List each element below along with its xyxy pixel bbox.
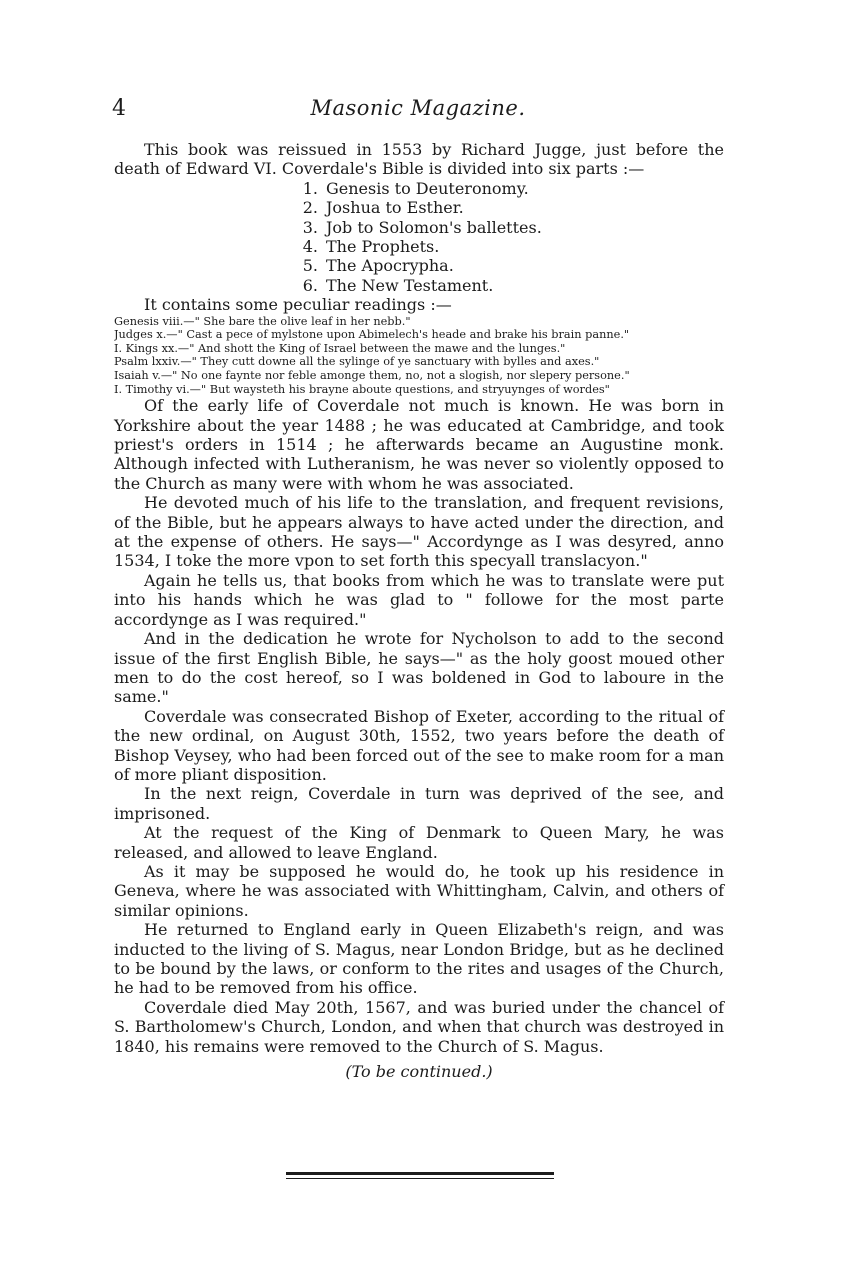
paragraph-released: At the request of the King of Denmark to Queen Mary, he was released, and allowed to leave England. (114, 823, 724, 862)
list-item (296, 237, 724, 256)
page-number: 4 (112, 96, 126, 121)
list-item (296, 276, 724, 295)
list-item-number: 3. (302, 217, 318, 237)
list-item-number: 6. (302, 275, 318, 295)
paragraph-death: Coverdale died May 20th, 1567, and was buried under the chancel of S. Bartholomew's Church, London, and when that church was destroyed in 1840, his remains were removed to the Church of S. Magus. (114, 997, 724, 1056)
list-item-text: The Prophets. (326, 237, 440, 257)
intro-paragraph: This book was reissued in 1553 by Richard Jugge, just before the death of Edward VI. Coverdale's Bible is divided into six parts :— (114, 140, 724, 179)
paragraph-books: Again he tells us, that books from which he was to translate were put into his hands which he was glad to " followe for the most parte accordynge as I was required." (114, 570, 724, 629)
paragraph-dedication: And in the dedication he wrote for Nycholson to add to the second issue of the first English Bible, he says—" as the holy goost moued other men to do the cost hereof, so I was boldened in God to laboure in the same." (114, 629, 724, 707)
bible-parts-list (114, 179, 724, 295)
list-item (296, 179, 724, 198)
list-item-text: The Apocrypha. (326, 256, 454, 276)
list-item-number: 4. (302, 237, 318, 257)
paragraph-early-life: Of the early life of Coverdale not much is known. He was born in Yorkshire about the year 1488 ; he was educated at Cambridge, and took priest's orders in 1514 ; he afterwards became an Augustine monk. Although infected with Lutheranism, he was never so violently opposed to the Church as many were with whom he was associated. (114, 396, 724, 493)
paragraph-translation: He devoted much of his life to the translation, and frequent revisions, of the Bible, but he appears always to have acted under the direction, and at the expense of others. He says—" Accordynge as I was desyred, anno 1534, I toke the more vpon to set forth this specyall translacyon." (114, 493, 724, 571)
paragraph-returned: He returned to England early in Queen Elizabeth's reign, and was inducted to the living of S. Magus, near London Bridge, but as he declined to be bound by the laws, or conform to the rites and usages of the Church, he had to be removed from his office. (114, 920, 724, 998)
continued-note: (To be continued.) (345, 1062, 493, 1082)
list-item-number: 5. (302, 256, 318, 276)
article-body (114, 140, 724, 1081)
list-item-text: Genesis to Deuteronomy. (326, 178, 529, 198)
end-rule-thick (286, 1172, 554, 1175)
reading-line: Judges x.—" Cast a pece of mylstone upon Abimelech's heade and brake his brain panne." (114, 328, 630, 342)
list-item (296, 198, 724, 217)
reading-line: I. Kings xx.—" And shott the King of Israel between the mawe and the lunges." (114, 341, 566, 355)
paragraph-geneva: As it may be supposed he would do, he took up his residence in Geneva, where he was associated with Whittingham, Calvin, and others of similar opinions. (114, 861, 724, 920)
paragraph-bishop: Coverdale was consecrated Bishop of Exeter, according to the ritual of the new ordinal, on August 30th, 1552, two years before the death of Bishop Veysey, who had been forced out of the see to make room for a man of more pliant disposition. (114, 706, 724, 784)
paragraph-deprived: In the next reign, Coverdale in turn was deprived of the see, and imprisoned. (114, 784, 724, 823)
readings-intro: It contains some peculiar readings :— (144, 295, 452, 315)
list-item-number: 2. (302, 198, 318, 218)
reading-line: Isaiah v.—" No one faynte nor feble amonge them, no, not a slogish, nor slepery persone." (114, 369, 630, 383)
list-item-number: 1. (302, 178, 318, 198)
list-item-text: Joshua to Esther. (326, 198, 464, 218)
reading-line: Genesis viii.—" She bare the olive leaf in her nebb." (114, 314, 411, 328)
list-item (296, 256, 724, 275)
reading-line: I. Timothy vi.—" But waysteth his brayne aboute questions, and stryuynges of wordes" (114, 382, 610, 396)
running-title: Masonic Magazine. (310, 96, 526, 120)
list-item-text: The New Testament. (326, 275, 494, 295)
end-rule-thin (286, 1178, 554, 1179)
list-item-text: Job to Solomon's ballettes. (326, 217, 542, 237)
list-item (296, 218, 724, 237)
reading-line: Psalm lxxiv.—" They cutt downe all the sylinge of ye sanctuary with bylles and axes." (114, 355, 600, 369)
peculiar-readings-list (114, 315, 724, 397)
page-header (112, 96, 724, 130)
